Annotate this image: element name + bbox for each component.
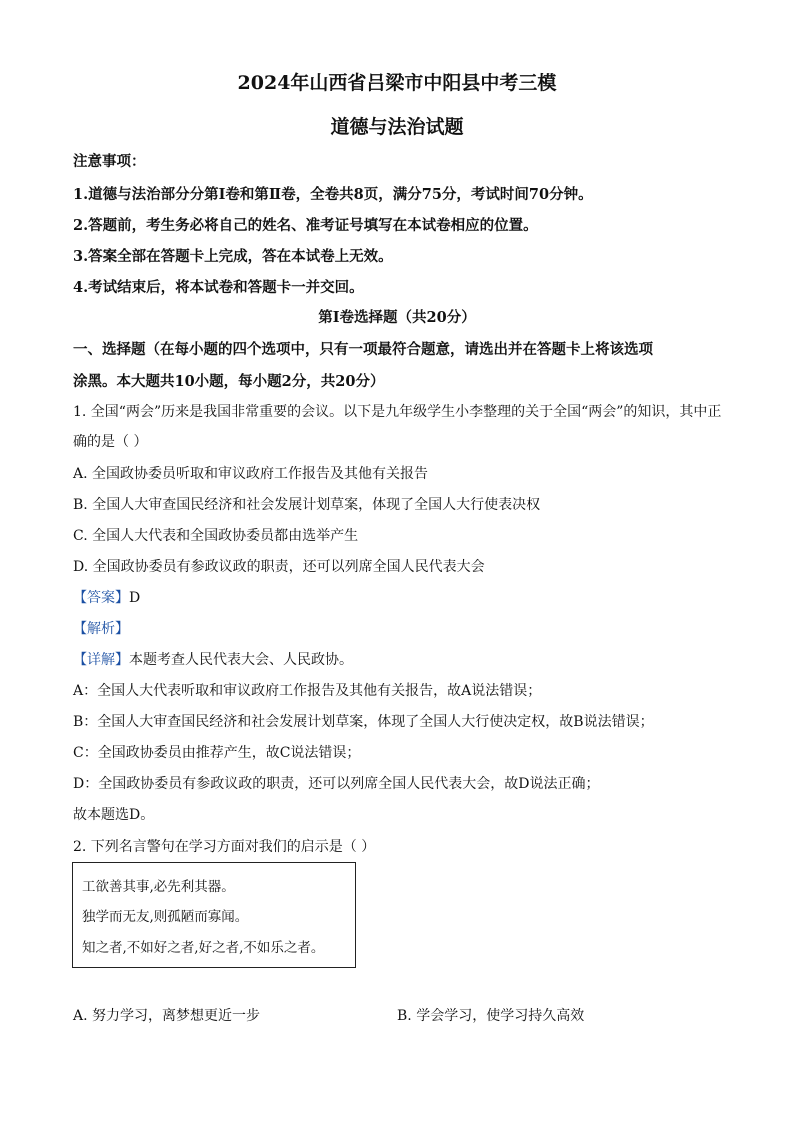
q1-answer <box>73 587 140 607</box>
q1-stem: 1. 全国“两会”历来是我国非常重要的会议。以下是九年级学生小李整理的关于全国“两会”的知识，其中正 <box>73 404 722 420</box>
q1-explanation-d: D：全国政协委员有参政议政的职责，还可以列席全国人民代表大会，故D说法正确； <box>73 776 600 792</box>
answer-value: D <box>129 590 141 606</box>
q1-explanation-a: A：全国人大代表听取和审议政府工作报告及其他有关报告，故A说法错误； <box>73 683 542 699</box>
quote-line: 工欲善其事,必先利其器。 <box>82 879 235 895</box>
exam-title: 2024年山西省吕梁市中阳县中考三模 <box>237 72 557 94</box>
q1-stem-cont: 确的是（ ） <box>73 434 148 450</box>
q1-conclusion: 故本题选D。 <box>73 807 155 823</box>
analysis-tag: 【解析】 <box>73 621 129 637</box>
section-instruction-cont: 涂黑。本大题共10小题，每小题2分，共20分） <box>73 373 385 390</box>
q1-detail <box>73 649 353 669</box>
section-instruction: 一、选择题（在每小题的四个选项中，只有一项最符合题意，请选出并在答题卡上将该选项 <box>73 341 653 358</box>
detail-intro: 本题考查人民代表大会、人民政协。 <box>129 652 353 668</box>
q2-option-b: B. 学会学习，使学习持久高效 <box>397 1008 585 1024</box>
q1-option-a: A. 全国政协委员听取和审议政府工作报告及其他有关报告 <box>73 466 429 482</box>
notice-item: 2.答题前，考生务必将自己的姓名、准考证号填写在本试卷相应的位置。 <box>73 217 538 234</box>
q1-option-d: D. 全国政协委员有参政议政的职责，还可以列席全国人民代表大会 <box>73 559 485 575</box>
q1-analysis <box>73 618 129 638</box>
q2-quote-box <box>72 862 356 968</box>
notice-heading: 注意事项： <box>73 153 146 170</box>
notice-item: 4.考试结束后，将本试卷和答题卡一并交回。 <box>73 279 364 296</box>
quote-line: 知之者,不如好之者,好之者,不如乐之者。 <box>82 940 325 956</box>
notice-item: 1.道德与法治部分分第Ⅰ卷和第Ⅱ卷，全卷共8页，满分75分，考试时间70分钟。 <box>73 186 593 203</box>
q2-option-a: A. 努力学习，离梦想更近一步 <box>73 1008 261 1024</box>
q1-explanation-b: B：全国人大审查国民经济和社会发展计划草案，体现了全国人大行使决定权，故B说法错误； <box>73 714 654 730</box>
q1-option-b: B. 全国人大审查国民经济和社会发展计划草案，体现了全国人大行使表决权 <box>73 497 541 513</box>
section-title: 第Ⅰ卷选择题（共20分） <box>318 309 476 326</box>
exam-subtitle: 道德与法治试题 <box>330 116 464 138</box>
detail-tag: 【详解】 <box>73 652 129 668</box>
q2-stem: 2. 下列名言警句在学习方面对我们的启示是（ ） <box>73 839 376 855</box>
quote-line: 独学而无友,则孤陋而寡闻。 <box>82 909 249 925</box>
q1-option-c: C. 全国人大代表和全国政协委员都由选举产生 <box>73 528 359 544</box>
q1-explanation-c: C：全国政协委员由推荐产生，故C说法错误； <box>73 745 361 761</box>
notice-item: 3.答案全部在答题卡上完成，答在本试卷上无效。 <box>73 248 393 265</box>
answer-tag: 【答案】 <box>73 590 129 606</box>
